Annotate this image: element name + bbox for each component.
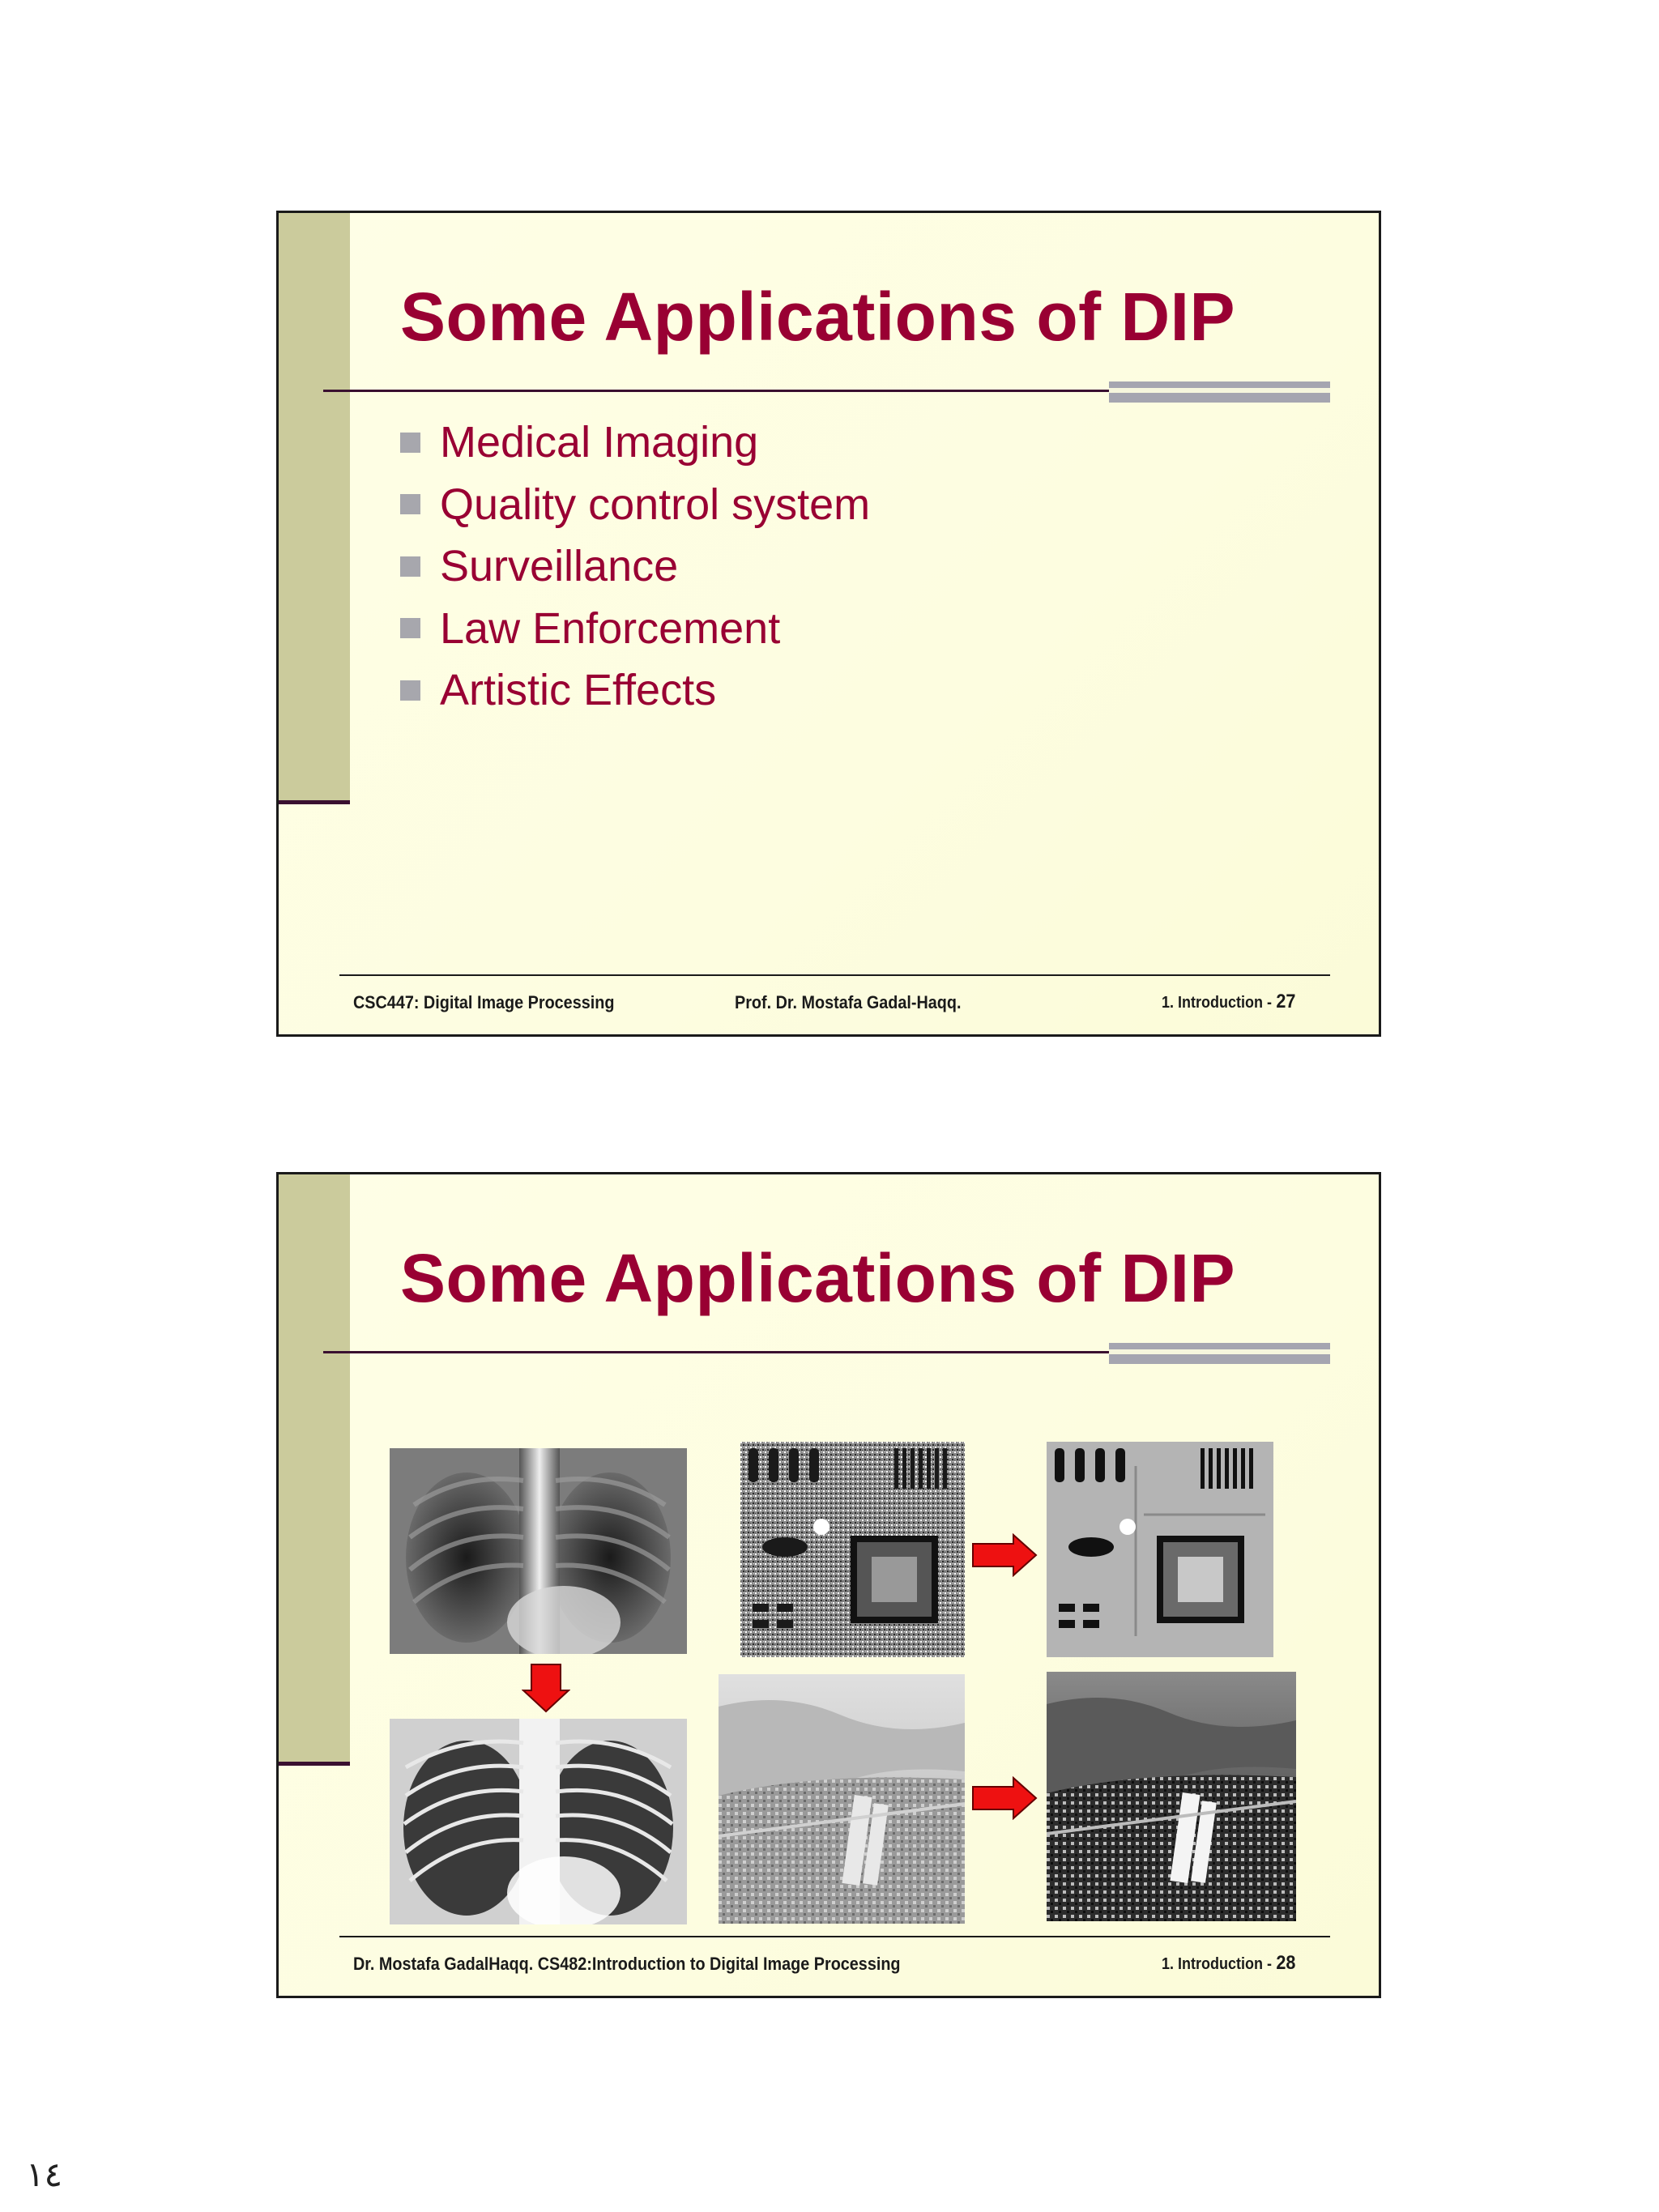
footer-rule: [339, 1936, 1330, 1937]
slide-sidebar: [279, 1174, 350, 1762]
footer-section: 1. Introduction -: [1162, 1955, 1272, 1973]
footer-course: CSC447: Digital Image Processing: [353, 992, 615, 1012]
bullet-item: [400, 535, 870, 598]
footer-course: Dr. Mostafa GadalHaqq. CS482:Introduction to Digital Image Processing: [353, 1954, 901, 1974]
slide-title: Some Applications of DIP: [400, 1240, 1235, 1316]
slide-27: [276, 211, 1381, 1037]
footer-rule: [339, 974, 1330, 976]
right-arrow-icon: [971, 1776, 1038, 1820]
title-accent-bar: [1109, 1343, 1330, 1364]
bullet-text: Artistic Effects: [440, 666, 717, 715]
square-bullet-icon: [400, 556, 420, 577]
bullet-list: [400, 411, 870, 722]
circuit-board-filtered-image: [1047, 1442, 1273, 1657]
square-bullet-icon: [400, 618, 420, 638]
aerial-airport-original-image: [719, 1674, 965, 1924]
title-accent-bar: [1109, 381, 1330, 403]
square-bullet-icon: [400, 494, 420, 514]
down-arrow-icon: [522, 1663, 570, 1713]
aerial-airport-enhanced-image: [1047, 1672, 1296, 1921]
page-number: 28: [1276, 1952, 1296, 1974]
bullet-text: Surveillance: [440, 542, 679, 591]
footer-page: [1162, 991, 1295, 1013]
chest-xray-enhanced-image: [390, 1719, 687, 1924]
page-number: 27: [1276, 991, 1296, 1012]
footer-section: 1. Introduction -: [1162, 994, 1272, 1012]
right-arrow-icon: [971, 1533, 1038, 1577]
sidebar-rule: [279, 800, 350, 804]
bullet-text: Medical Imaging: [440, 418, 759, 467]
bullet-item: [400, 411, 870, 474]
slide-sidebar: [279, 213, 350, 800]
chest-xray-original-image: [390, 1448, 687, 1654]
bullet-item: [400, 598, 870, 660]
footer-page: [1162, 1952, 1295, 1975]
footer-instructor: Prof. Dr. Mostafa Gadal-Haqq.: [735, 992, 962, 1012]
bullet-text: Law Enforcement: [440, 603, 781, 653]
square-bullet-icon: [400, 433, 420, 453]
sidebar-rule: [279, 1762, 350, 1766]
slide-title: Some Applications of DIP: [400, 279, 1235, 355]
slide-28: [276, 1172, 1381, 1998]
bullet-item: [400, 659, 870, 722]
bullet-item: [400, 474, 870, 536]
circuit-board-noisy-image: [740, 1442, 965, 1657]
square-bullet-icon: [400, 680, 420, 701]
page-mark: ١٤: [26, 2154, 63, 2194]
bullet-text: Quality control system: [440, 479, 871, 529]
